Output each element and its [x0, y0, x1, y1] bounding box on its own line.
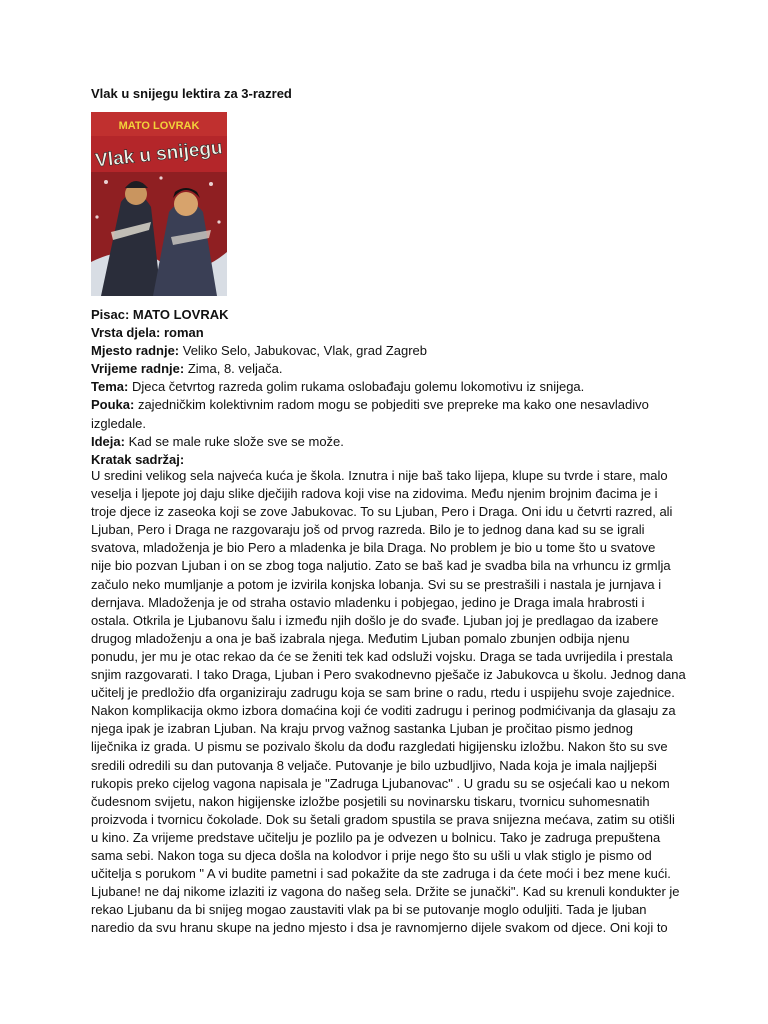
summary-line: naredio da svu hranu skupe na jedno mjesto i dsa je ravnomjerno dijele svakom od djece. Oni koji to [91, 920, 668, 936]
summary-line: nije bio pozvan Ljuban i on se zbog toga naljutio. Zato se baš kad je svadba bila na vrhuncu iz grmlja [91, 558, 671, 574]
summary-line: Nakon komplikacija okmo izbora domaćina koji će voditi zadrugu i perinog podmićivanja da glasaju za [91, 703, 676, 719]
cover-author: MATO LOVRAK [118, 120, 200, 132]
book-cover-illustration [91, 112, 227, 296]
meta-label: Tema: [91, 379, 129, 395]
book-metadata [91, 306, 691, 469]
cover-book-title: Vlak u snijegu [94, 137, 224, 172]
meta-value: Djeca četvrtog razreda golim rukama oslobađaju golemu lokomotivu iz snijega. [128, 379, 585, 395]
meta-label: Vrsta djela: [91, 325, 161, 341]
summary-line: rukopis preko cijelog vagona napisala je "Zadruga Ljubanovac" . U gradu su se osjećali kao u nekom [91, 775, 670, 791]
meta-row-author [91, 306, 691, 324]
meta-value: Veliko Selo, Jabukovac, Vlak, grad Zagreb [179, 343, 427, 359]
summary-line: U sredini velikog sela najveća kuća je škola. Iznutra i nije baš tako lijepa, klupe su tvrde i stare, malo [91, 468, 668, 483]
meta-value: Zima, 8. veljača. [184, 361, 283, 377]
summary-line: drugog mladoženju a ona je baš izabrala njega. Međutim Ljuban pomalo zbunjen odbija njenu [91, 630, 630, 646]
summary-text [91, 467, 691, 937]
summary-line: svatova, mladoženja je bio Pero a mladenka je bila Draga. No problem je bio u tome što u svatove [91, 540, 656, 556]
meta-value: MATO LOVRAK [129, 307, 229, 322]
summary-line: veselja i ljepote joj daju slike dječijih radova koji vise na zidovima. Među njenim brojnim đacima je i [91, 486, 658, 502]
summary-line: začulo neko mumljanje a potom je izvirila konjska lobanja. Svi su se prestrašili i nastala je jurnjava i [91, 576, 662, 592]
summary-line: sama sebi. Nakon toga su djeca došla na kolodvor i prije nego što su ušli u vlak stiglo je pismo od [91, 847, 652, 863]
summary-line: Ljuban, Pero i Draga ne razgovaraju još od prvog razreda. Bilo je to jednog dana kad su se igrali [91, 522, 645, 538]
meta-label: Kratak sadržaj: [91, 451, 185, 467]
summary-line: liječnika iz grada. U pismu se pozivalo školu da dođu razgledati higijensku izložbu. Nakon što su sve [91, 739, 668, 755]
meta-row-genre [91, 324, 691, 342]
summary-line: troje djece iz zaseoka koji se zove Jabukovac. To su Ljuban, Pero i Draga. Oni idu u četvrti razred, ali [91, 504, 673, 520]
summary-line: čudesnom svijetu, nakon higijenske izložbe posjetili su novinarsku tiskaru, tvornicu suhomesnatih [91, 793, 650, 809]
summary-line: snjim razgovarati. I tako Draga, Ljuban i Pero svakodnevno pješače iz Jabukovca u školu. Jednog dana [91, 667, 686, 683]
meta-label: Pisac: [91, 307, 130, 322]
summary-line: rekao Ljubanu da bi snijeg mogao zaustaviti vlak pa bi se putovanje moglo oduljiti. Tada je ljuban [91, 902, 647, 918]
book-cover-image [91, 112, 227, 296]
summary-line: sredili odredili su dan putovanja 8 veljače. Putovanje je bilo uzbudljivo, Nada koja je imala najljepši [91, 757, 657, 773]
summary-line: ostala. Otkrila je Ljubanovu šalu i između njih došlo je do svađe. Ljuban joj je predlagao da izabere [91, 612, 659, 628]
meta-value: Kad se male ruke slože sve se može. [124, 433, 344, 449]
meta-label: Pouka: [91, 397, 135, 413]
meta-row-idea [91, 433, 691, 451]
meta-row-place [91, 342, 691, 360]
summary-line: učitelj je predložio dfa organiziraju zadrugu koja se sam brine o radu, rtedu i uspijehu svoje zajednice. [91, 685, 675, 701]
meta-value: zajedničkim kolektivnim radom mogu se pobjediti sve prepreke ma kako one nesavladivo izgledale. [91, 397, 649, 431]
meta-row-time [91, 360, 691, 378]
summary-line: u kino. Za vrijeme predstave učitelju je pozlilo pa je odvezen u bolnicu. Tako je zadruga prepuštena [91, 829, 661, 845]
summary-line: proizvoda i tvornicu čokolade. Dok su šetali gradom spustila se prava snijezna mećava, zatim su otišli [91, 811, 675, 827]
meta-label: Ideja: [91, 433, 125, 449]
document-title: Vlak u snijegu lektira za 3-razred [91, 86, 292, 101]
summary-line: dernjava. Mladoženja je od straha ostavio mladenku i pobjegao, jedino je Draga imala hrabrosti i [91, 594, 645, 610]
meta-row-moral [91, 396, 691, 432]
summary-line: njega ipak je izabran Ljuban. Na kraju prvog važnog sastanka Ljuban je pročitao pismo jednog [91, 721, 634, 737]
meta-label: Mjesto radnje: [91, 343, 180, 359]
meta-value: roman [160, 325, 204, 341]
meta-label: Vrijeme radnje: [91, 361, 185, 377]
meta-row-theme [91, 378, 691, 396]
summary-line: Ljubane! ne daj nikome izlaziti iz vagona do našeg sela. Držite se junački". Kad su krenuli kondukter je [91, 884, 680, 900]
summary-line: ponudu, jer mu je otac rekao da će se ženiti tek kad odsluži vojsku. Draga se tada uvrijedila i prestala [91, 648, 673, 664]
summary-line: učitelja s porukom " A vi budite pametni i sad pokažite da ste zadruga i da ćete moći i bez mene kući. [91, 866, 671, 882]
